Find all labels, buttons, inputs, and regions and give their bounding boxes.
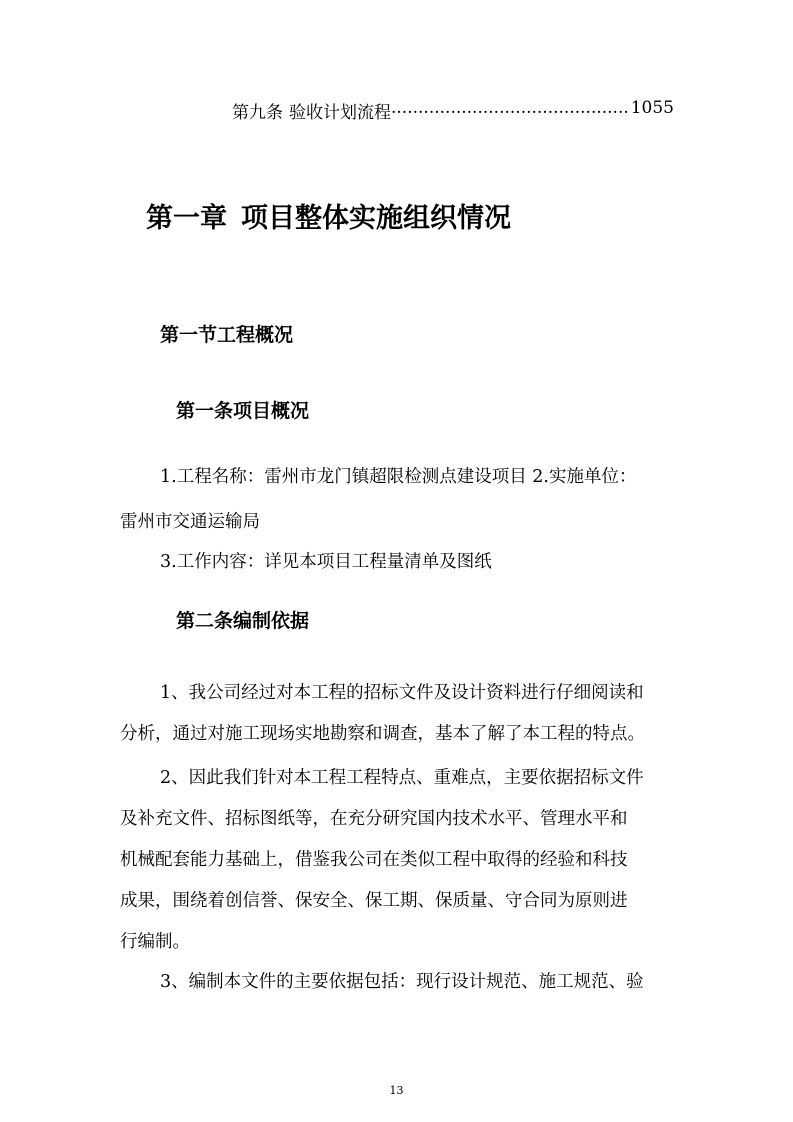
paragraph-line: 3.工作内容：详见本项目工程量清单及图纸 xyxy=(160,552,492,572)
toc-entry-page: 1055 xyxy=(630,98,674,118)
toc-entry-title: 验收计划流程 xyxy=(289,103,391,123)
chapter-title: 项目整体实施组织情况 xyxy=(241,203,511,234)
paragraph-line: 2、因此我们针对本工程工程特点、重难点，主要依据招标文件 xyxy=(160,768,644,788)
paragraph-line: 机械配套能力基础上，借鉴我公司在类似工程中取得的经验和科技 xyxy=(120,850,628,870)
paragraph-line: 雷州市交通运输局 xyxy=(120,512,260,532)
paragraph-line: 1、我公司经过对本工程的招标文件及设计资料进行仔细阅读和 xyxy=(160,683,644,703)
toc-leader-dots xyxy=(391,98,629,123)
paragraph-line: 1.工程名称：雷州市龙门镇超限检测点建设项目 2.实施单位： xyxy=(160,467,637,487)
chapter-number: 第一章 xyxy=(146,203,227,234)
page-number: 13 xyxy=(389,1084,404,1097)
article-heading: 第二条编制依据 xyxy=(176,610,310,632)
paragraph-line: 行编制。 xyxy=(120,932,190,952)
paragraph-line: 及补充文件、招标图纸等，在充分研究国内技术水平、管理水平和 xyxy=(120,809,628,829)
paragraph-line: 3、编制本文件的主要依据包括：现行设计规范、施工规范、验 xyxy=(160,972,644,992)
paragraph-line: 分析，通过对施工现场实地勘察和调查，基本了解了本工程的特点。 xyxy=(120,724,645,744)
paragraph-line: 成果，围绕着创信誉、保安全、保工期、保质量、守合同为原则进 xyxy=(120,891,628,911)
chapter-heading xyxy=(146,196,511,235)
toc-entry xyxy=(232,98,674,123)
toc-entry-label: 第九条 xyxy=(232,103,283,123)
section-heading: 第一节工程概况 xyxy=(160,324,294,346)
article-heading: 第一条项目概况 xyxy=(176,400,310,422)
